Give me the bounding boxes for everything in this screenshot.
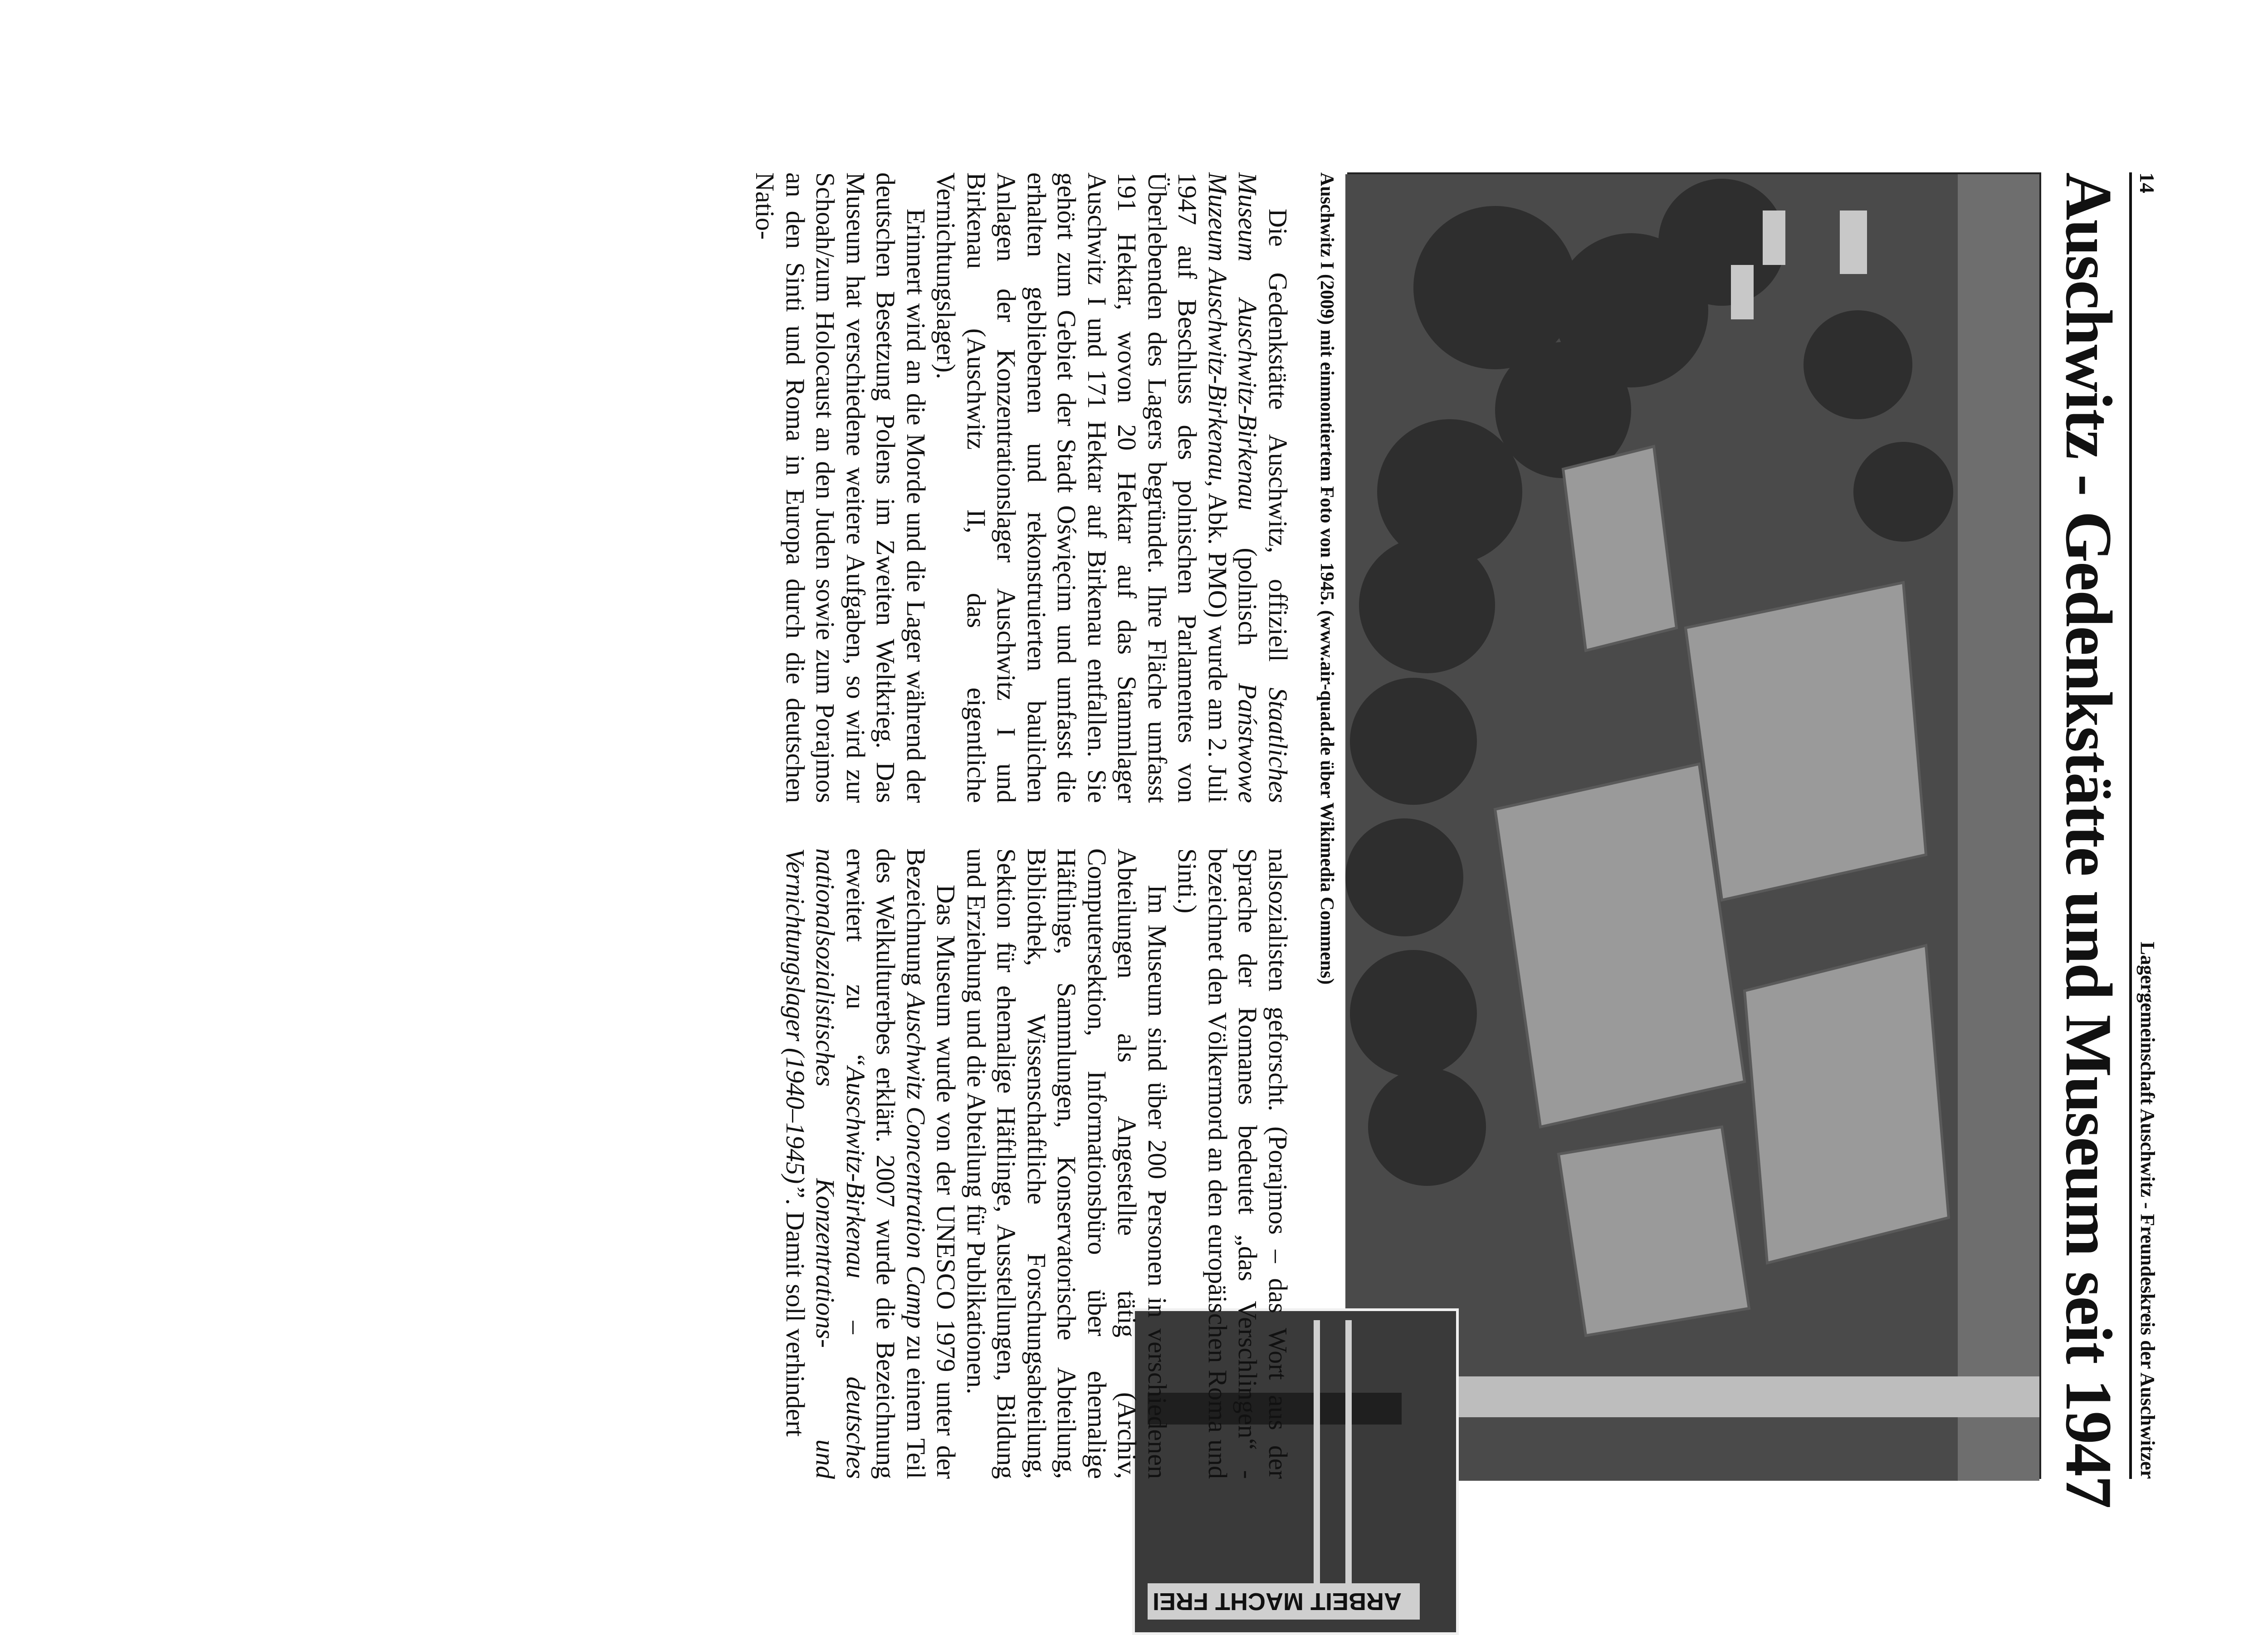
paragraph: Im Museum sind über 200 Personen in verschiedenen Abteilungen als Angestellte tätig (Archiv, Computersektion, Informationsbüro über ehemalige Häftlinge, Sammlungen, Konservatorische Abteilung, Bibliothek, Wissenschaftliche Forschungsabteilung, Sektion für ehemalige Häftlinge, Ausstellungen, Bildung und Erziehung und die Abteilung für Publikationen.: [962, 848, 1172, 1479]
article-title: Auschwitz - Gedenkstätte und Museum seit 1947: [2052, 172, 2126, 1508]
running-title: Lagergemeinschaft Auschwitz - Freundeskreis der Auschwitzer: [2136, 941, 2159, 1479]
page-header: [2132, 172, 2159, 1479]
paragraph: Erinnert wird an die Morde und die Lager während der deutschen Besetzung Polens im Zweiten Weltkrieg. Das Museum hat verschiedene weitere Aufgaben, so wird zur Schoah/zum Holocaust an den Juden sowie zum Porajmos an den Sinti und Roma in Europa durch die deutschen Natio-: [750, 172, 931, 803]
gate-sign-text: ARBEIT MACHT FREI: [1153, 1588, 1402, 1615]
page-number: 14: [2136, 172, 2159, 193]
paragraph: Das Museum wurde von der UNESCO 1979 unter der Bezeichnung Auschwitz Concentration Camp zu einem Teil des Welkulturerbes erklärt. 2007 wurde die Bezeichnung erweitert zu “Auschwitz-Birkenau – deutsches nationalsozialistisches Konzentrations- und Vernichtungslager (1940–1945)”. Damit soll verhindert: [781, 848, 961, 1479]
header-rule: [2129, 172, 2132, 1479]
paragraph: nalsozialisten geforscht. (Porajmos – das Wort aus der Sprache der Romanes bedeutet „das Verschlingen“ - bezeichnet den Völkermord an den europäischen Roma und Sinti.): [1173, 848, 1293, 1479]
column-2: [780, 848, 1293, 1479]
aerial-photo-illustration: [1345, 174, 2039, 1481]
photo-caption: Auschwitz I (2009) mit einmontiertem Foto von 1945. (www.air-quad.de über Wikimedia Commens): [1316, 172, 1337, 985]
paragraph: Die Gedenkstätte Auschwitz, offiziell Staatliches Museum Auschwitz-Birkenau (polnisch Państwowe Muzeum Auschwitz-Birkenau, Abk. PMO) wurde am 2. Juli 1947 auf Beschluss des polnischen Parlamentes von Überlebenden des Lagers begründet. Ihre Fläche umfasst 191 Hektar, wovon 20 Hektar auf das Stammlager Auschwitz I und 171 Hektar auf Birkenau entfallen. Sie gehört zum Gebiet der Stadt Oświęcim und umfasst die erhalten gebliebenen und rekonstruierten baulichen Anlagen der Konzentrationslager Auschwitz I und Birkenau (Auschwitz II, das eigentliche Vernichtungslager).: [931, 172, 1293, 803]
column-1: [750, 172, 1293, 803]
